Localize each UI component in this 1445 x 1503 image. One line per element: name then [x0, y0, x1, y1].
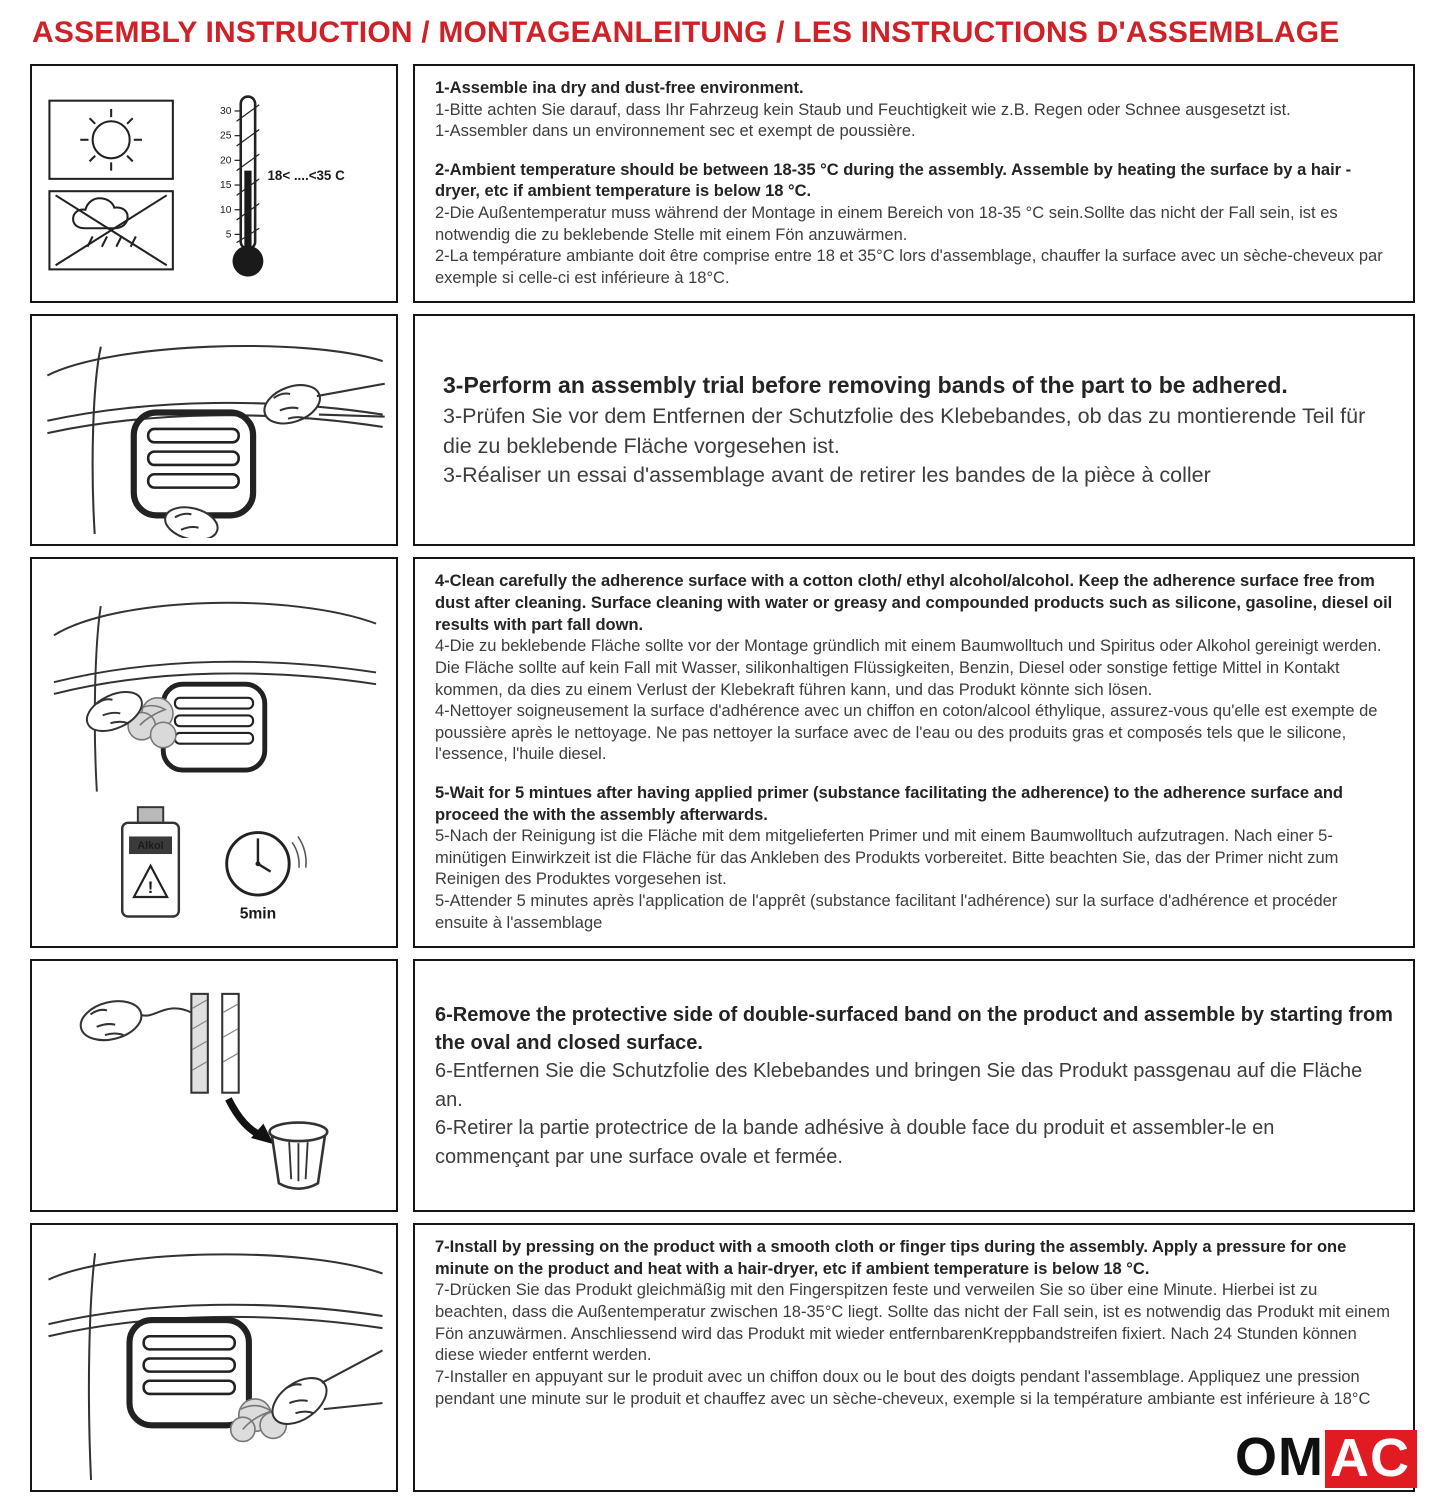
step-row-press: [30, 1223, 1415, 1492]
step-1-en: 1-Assemble ina dry and dust-free environment.: [435, 79, 804, 97]
surface-cleaning-icon: [48, 567, 380, 938]
temperature-conditions-icon: [39, 76, 389, 292]
step-row-trial: [30, 314, 1415, 546]
adhesive-strips: [191, 994, 238, 1093]
thermometer-tick: 30: [220, 105, 232, 117]
omac-logo: [1235, 1427, 1417, 1489]
press-product-icon: [42, 1231, 387, 1484]
thermometer-tick: 10: [220, 204, 232, 216]
step-1-fr: 1-Assembler dans un environnement sec et exempt de poussière.: [435, 122, 916, 141]
temperature-range-label: 18< ....<35 C: [267, 167, 345, 183]
step-5-de: 5-Nach der Reinigung ist die Fläche mit dem mitgelieferten Primer und mit einem Baumwolltuch aufzutragen. Nach einer 5-minütigen Einwirkzeit ist die Fläche für das Ankleben des Produkts vorbereitet. Bitte beachten Sie, das der Primer nicht zum Reinigen des Produktes vorgesehen ist.: [435, 827, 1339, 889]
step-row-environment: [30, 64, 1415, 303]
thermometer-icon: [220, 96, 345, 276]
arrow-icon: [228, 1099, 273, 1144]
sun-icon: [49, 100, 172, 178]
step-text-environment: [413, 64, 1415, 303]
temperature-conditions-illustration: [30, 64, 398, 303]
step-row-remove-band: [30, 959, 1415, 1212]
trash-can-icon: [270, 1123, 328, 1189]
step-5-fr: 5-Attender 5 minutes après l'application de l'apprêt (substance facilitant l'adhérence) sur la surface d'adhérence et procéder ensuite à l'assemblage: [435, 892, 1338, 932]
assembly-trial-icon: [39, 322, 389, 538]
step-4-de: 4-Die zu beklebende Fläche sollte vor der Montage gründlich mit einem Baumwolltuch und Spiritus oder Alkohol gereinigt werden. Die Fläche sollte auf kein Fall mit Wasser, silikonhaltigen Flüssigkeiten, Benzin, Diesel oder sonstige fettige Mittel in Kontakt kommen, da dies zu einem Verlust der Klebekraft führen kann, und das Produkt könnte sich lösen.: [435, 637, 1382, 699]
step-2-fr: 2-La température ambiante doit être comprise entre 18 et 35°C lors d'assemblage, chauffer la surface avec un sèche-cheveux par exemple si celle-ci est inférieure à 18°C.: [435, 247, 1383, 287]
peeled-film: [140, 1009, 191, 1016]
hand-icon: [77, 995, 146, 1046]
bottle-label: Alkol: [137, 840, 164, 853]
omac-logo-black: OM: [1235, 1427, 1324, 1488]
hand-icon: [259, 378, 385, 431]
step-text-remove-band: [413, 959, 1415, 1212]
hand-icon: [264, 1351, 382, 1434]
clock-icon: [227, 833, 306, 923]
no-rain-icon: [49, 191, 172, 269]
thermometer-tick: 20: [220, 155, 232, 167]
step-4-en: 4-Clean carefully the adherence surface with a cotton cloth/ ethyl alcohol/alcohol. Keep the adherence surface free from dust after cleaning. Surface cleaning with water or greasy and compounded products such as silicone, gasoline, diesel oil results with part fall down.: [435, 572, 1393, 634]
step-3-fr: 3-Réaliser un essai d'assemblage avant de retirer les bandes de la pièce à coller: [443, 463, 1211, 488]
page-title: ASSEMBLY INSTRUCTION / MONTAGEANLEITUNG / LES INSTRUCTIONS D'ASSEMBLAGE: [32, 16, 1340, 49]
remove-band-icon: [39, 967, 389, 1204]
step-row-cleaning: [30, 557, 1415, 948]
step-6-en: 6-Remove the protective side of double-surfaced band on the product and assemble by starting from the oval and closed surface.: [435, 1003, 1393, 1054]
thermometer-tick: 25: [220, 130, 232, 142]
step-7-en: 7-Install by pressing on the product with a smooth cloth or finger tips during the assembly. Apply a pressure for one minute on the product and heat with a hair-dryer, etc if ambient temperature is below 18 °C.: [435, 1238, 1347, 1278]
step-3-de: 3-Prüfen Sie vor dem Entfernen der Schutzfolie des Klebebandes, ob das zu montierende Teil für die zu beklebende Fläche vorgesehen ist.: [443, 403, 1366, 458]
hand-icon: [162, 503, 221, 539]
remove-band-illustration: [30, 959, 398, 1212]
assembly-trial-illustration: [30, 314, 398, 546]
step-6-fr: 6-Retirer la partie protectrice de la bande adhésive à double face du produit et assembler-le en commençant par une surface ovale et fermée.: [435, 1117, 1275, 1168]
car-rear-sketch: [48, 1253, 382, 1480]
warning-mark: !: [147, 878, 154, 898]
step-text-cleaning: [413, 557, 1415, 948]
step-2-de: 2-Die Außentemperatur muss während der Montage in einem Bereich von 18-35 °C sein.Sollte das nicht der Fall sein, ist es notwendig die zu beklebende Stelle mit einem Fön anzuwärmen.: [435, 204, 1338, 244]
omac-logo-red: AC: [1325, 1430, 1417, 1488]
thermometer-tick: 5: [225, 229, 232, 241]
step-7-fr: 7-Installer en appuyant sur le produit avec un chiffon doux ou le bout des doigts pendant l'assemblage. Appliquez une pression pendant une minute sur le produit et chauffez avec un sèche-cheveux, exemple si la température ambiante est inférieure à 18°C: [435, 1367, 1371, 1408]
surface-cleaning-illustration: [30, 557, 398, 948]
step-3-en: 3-Perform an assembly trial before removing bands of the part to be adhered.: [443, 372, 1288, 399]
taillight-sketch: [134, 413, 253, 516]
step-5-en: 5-Wait for 5 mintues after having applied primer (substance facilitating the adherence) to the adherence surface and proceed the with the assembly afterwards.: [435, 783, 1344, 824]
step-2-en: 2-Ambient temperature should be between 18-35 °C during the assembly. Assemble by heating the surface by a hair -dryer, etc if ambient temperature is below 18 °C.: [435, 160, 1352, 201]
taillight-sketch: [129, 1320, 248, 1425]
step-1-de: 1-Bitte achten Sie darauf, dass Ihr Fahrzeug kein Staub und Feuchtigkeit wie z.B. Regen oder Schnee ausgesetzt ist.: [435, 100, 1291, 119]
step-4-fr: 4-Nettoyer soigneusement la surface d'adhérence avec un chiffon en coton/alcool éthylique, assurez-vous qu'elle est exempte de poussière après le nettoyage. Ne pas nettoyer la surface avec de l'eau ou des produits gras et composés tels que le silicone, l'essence, l'huile diesel.: [435, 702, 1378, 764]
step-7-de: 7-Drücken Sie das Produkt gleichmäßig mit den Fingerspitzen feste und verweilen Sie so über eine Minute. Hierbei ist zu beachten, dass die Außentemperatur zwischen 18-35°C liegt. Sollte das nicht der Fall sein, ist es notwendig das Produkt mit einem Fön anzuwärmen. Anschliessend wird das Produkt mit wieder entfernbarenKreppbandstreifen fixiert. Nach 24 Stunden können diese wieder entfernt werden.: [435, 1281, 1390, 1365]
step-text-trial: [413, 314, 1415, 546]
taillight-sketch: [163, 685, 265, 771]
alcohol-bottle-icon: [122, 808, 179, 917]
car-rear-sketch: [47, 346, 382, 534]
press-product-illustration: [30, 1223, 398, 1492]
time-label: 5min: [239, 905, 277, 923]
thermometer-tick: 15: [220, 179, 232, 191]
step-6-de: 6-Entfernen Sie die Schutzfolie des Klebebandes und bringen Sie das Produkt passgenau auf die Fläche an.: [435, 1060, 1363, 1111]
